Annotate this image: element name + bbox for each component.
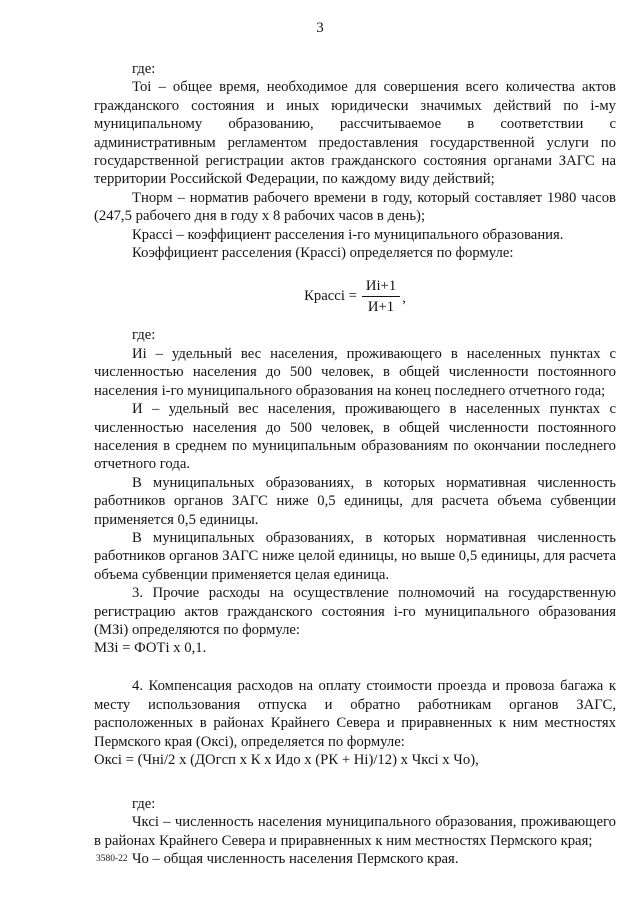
paragraph: Тнорм – норматив рабочего времени в году, который составляет 1980 часов (247,5 рабочего дня в году х 8 рабочих часов в день); bbox=[94, 189, 616, 225]
paragraph: Чксі – численность населения муниципального образования, проживающего в районах Крайнего Севера и приравненных к ним местностях Пермского края; bbox=[94, 814, 616, 849]
fraction bbox=[362, 278, 400, 315]
paragraph: где: bbox=[132, 327, 156, 344]
formula-krass-lhs: Крассі = bbox=[304, 287, 357, 304]
fraction-denominator: И+1 bbox=[367, 298, 395, 315]
paragraph-group-bottom bbox=[94, 795, 616, 869]
paragraph: 3. Прочие расходы на осуществление полномочий на государственную регистрацию актов гражданского состояния i-го муниципального образования (МЗi) определяются по формуле: bbox=[94, 585, 616, 638]
paragraph: Крассі – коэффициент расселения i-го муниципального образования. bbox=[132, 226, 564, 243]
paragraph: где: bbox=[132, 796, 156, 812]
paragraph: где: bbox=[132, 61, 156, 77]
fraction-numerator: Иi+1 bbox=[362, 278, 400, 297]
formula-mz: МЗi = ФОТi х 0,1. bbox=[94, 640, 207, 657]
paragraph: Чо – общая численность населения Пермского края. bbox=[132, 851, 459, 868]
paragraph: Коэффициент расселения (Крассі) определяется по формуле: bbox=[132, 245, 514, 262]
document-code: 3580-22 bbox=[96, 854, 128, 864]
formula-krass bbox=[94, 266, 616, 326]
page-number: 3 bbox=[316, 20, 324, 36]
paragraph-group-top bbox=[94, 60, 616, 262]
paragraph-compensation: 4. Компенсация расходов на оплату стоимости проезда и провоза багажа к месту использования отпуска и обратно работникам органов ЗАГС, расположенных в районах Крайнего Севера и приравненных к ним местностях Пермского края (Оксі), определяется по формуле: bbox=[94, 678, 616, 750]
paragraph: Toi – общее время, необходимое для совершения всего количества актов гражданского состояния и иных юридически значимых действий по i-му муниципальному образованию, рассчитываемое в соответствии с административным регламентом предоставления государственной услуги по государственной регистрации актов гражданского состояния органами ЗАГС на территории Российской Федерации, по каждому виду действий; bbox=[94, 79, 616, 188]
formula-krass-comma: , bbox=[402, 289, 406, 306]
paragraph: В муниципальных образованиях, в которых нормативная численность работников органов ЗАГС ниже целой единицы, но выше 0,5 единицы, для расчета объема субвенции применяется целая единица. bbox=[94, 529, 616, 583]
document-body bbox=[94, 60, 616, 869]
paragraph: И – удельный вес населения, проживающего в населенных пунктах с численностью населения до 500 человек, в общей численности постоянного населения в среднем по муниципальным образованиям по окончании последнего отчетного года. bbox=[94, 401, 616, 473]
formula-oks: Оксі = (Чнi/2 х (ДОгсп х К х Идо х (РК + Нi)/12) х Чксі х Чо), bbox=[94, 752, 479, 768]
paragraph: Иi – удельный вес населения, проживающего в населенных пунктах с численностью населения до 500 человек, в общей численности постоянного населения i-го муниципального образования на конец последнего отчетного года; bbox=[94, 345, 616, 399]
paragraph-group-middle bbox=[94, 326, 616, 639]
paragraph: В муниципальных образованиях, в которых нормативная численность работников органов ЗАГС ниже 0,5 единицы, для расчета объема субвенции применяется 0,5 единицы. bbox=[94, 474, 616, 528]
